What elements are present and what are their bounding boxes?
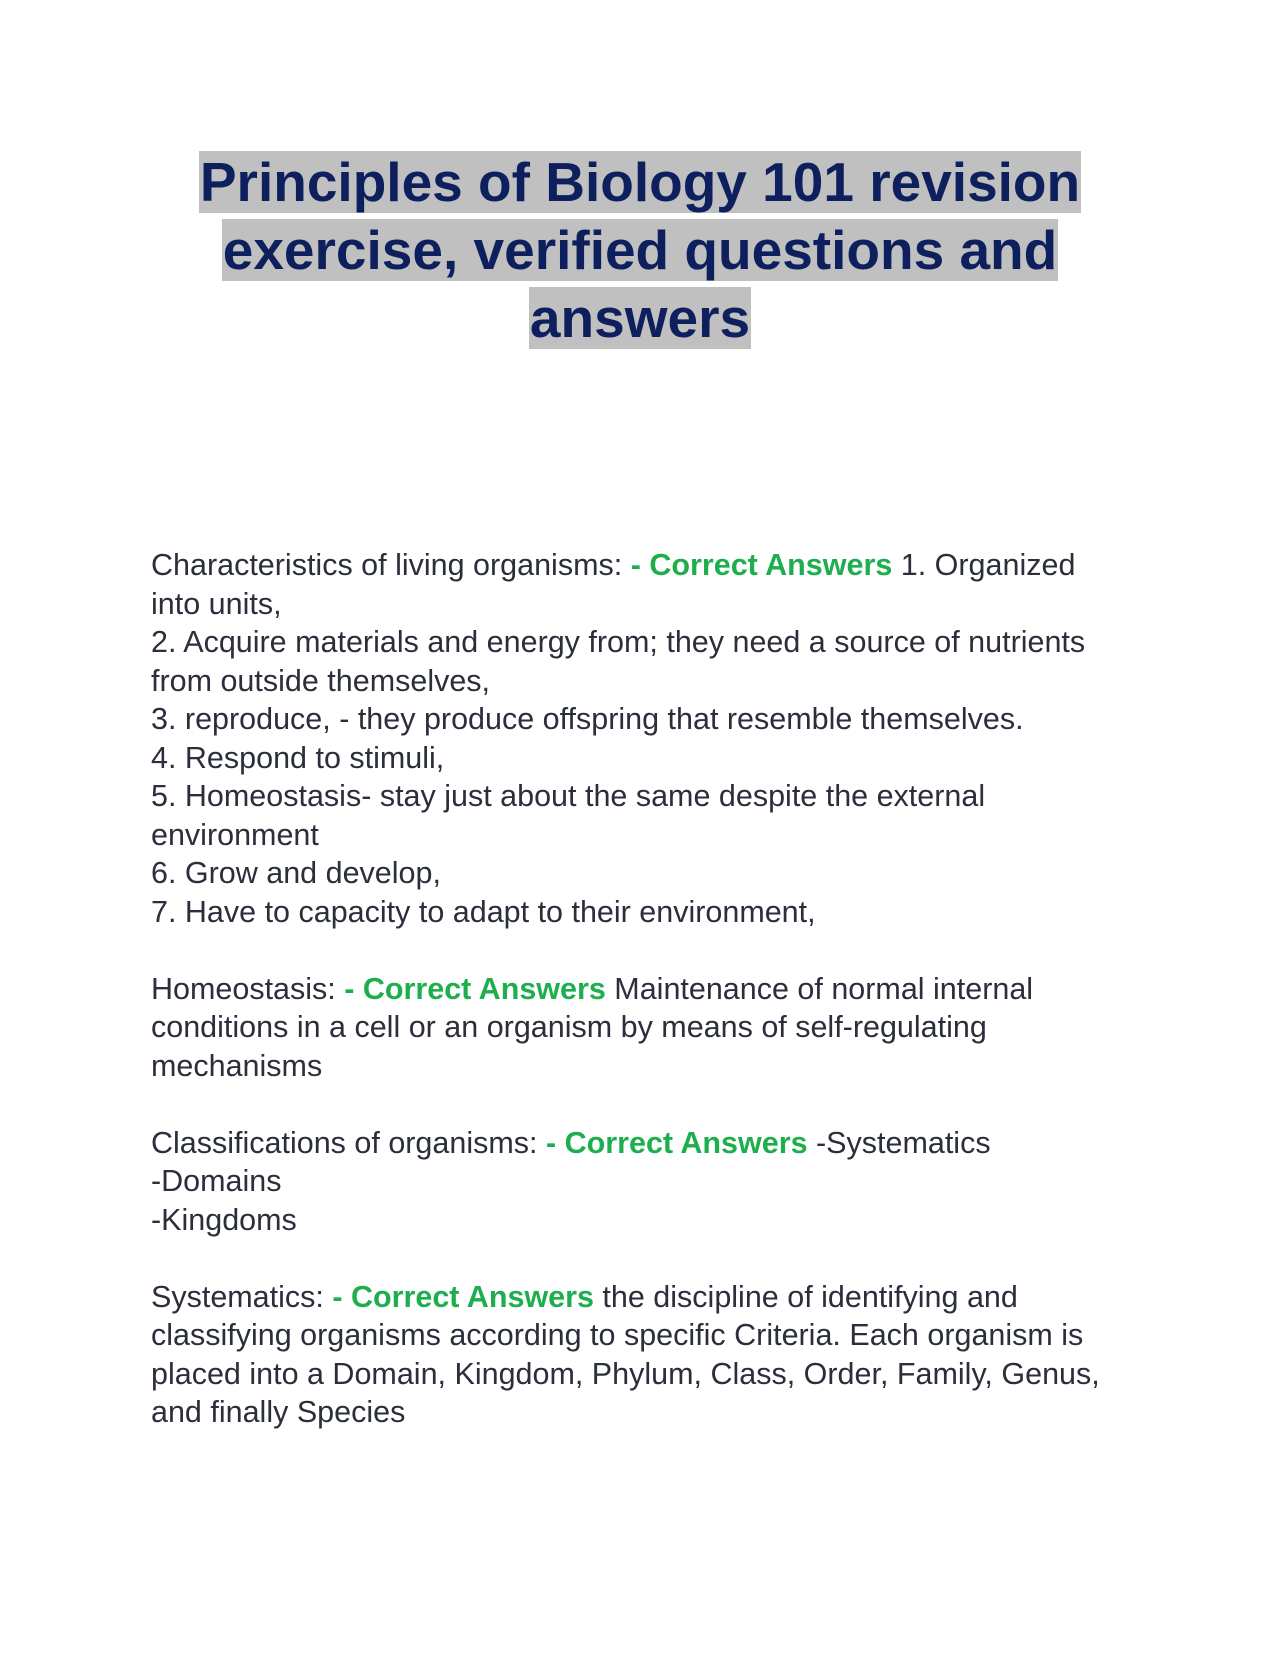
qa-item-homeostasis — [151, 970, 1131, 1086]
correct-answers-marker: - Correct Answers — [545, 1125, 808, 1160]
title-highlight: Principles of Biology 101 revision exercise, verified questions and answers — [199, 151, 1081, 349]
qa-question: Homeostasis: — [151, 971, 345, 1006]
qa-first-line — [151, 1124, 1131, 1163]
qa-answer: -Systematics — [807, 1125, 991, 1160]
qa-answer-line: 7. Have to capacity to adapt to their environment, — [151, 894, 816, 929]
qa-item-systematics — [151, 1278, 1131, 1432]
qa-item-characteristics — [151, 546, 1131, 931]
qa-answer-line: 4. Respond to stimuli, — [151, 740, 445, 775]
document-title — [150, 148, 1130, 352]
qa-item-classifications — [151, 1124, 1131, 1240]
qa-answer: the discipline of identifying and classifying organisms according to specific Criteria. Each organism is placed into a Domain, Kingdom, Phylum, Class, Order, Family, Genus, and finally Species — [151, 1279, 1100, 1429]
correct-answers-marker: - Correct Answers — [332, 1279, 594, 1314]
qa-first-line — [151, 1278, 1131, 1432]
qa-answer-line: -Kingdoms — [151, 1202, 297, 1237]
qa-answer-line: 3. reproduce, - they produce offspring that resemble themselves. — [151, 702, 1024, 736]
qa-answer-line: -Domains — [151, 1164, 282, 1198]
qa-answer-line: 6. Grow and develop, — [151, 856, 441, 890]
qa-answer-line: 2. Acquire materials and energy from; they need a source of nutrients from outside themselves, — [151, 625, 1086, 698]
qa-first-line — [151, 546, 1131, 623]
correct-answers-marker: - Correct Answers — [344, 971, 606, 1006]
qa-answer: 1. Organized into units, — [151, 548, 1076, 621]
qa-question: Classifications of organisms: — [151, 1125, 546, 1160]
qa-first-line — [151, 970, 1131, 1086]
qa-answer-line: 5. Homeostasis- stay just about the same despite the external environment — [151, 779, 986, 852]
qa-answer: Maintenance of normal internal conditions in a cell or an organism by means of self-regulating mechanisms — [151, 971, 1034, 1083]
correct-answers-marker: - Correct Answers — [630, 548, 893, 582]
document-body — [151, 546, 1131, 1470]
qa-question: Characteristics of living organisms: — [151, 548, 631, 582]
qa-question: Systematics: — [151, 1279, 333, 1314]
